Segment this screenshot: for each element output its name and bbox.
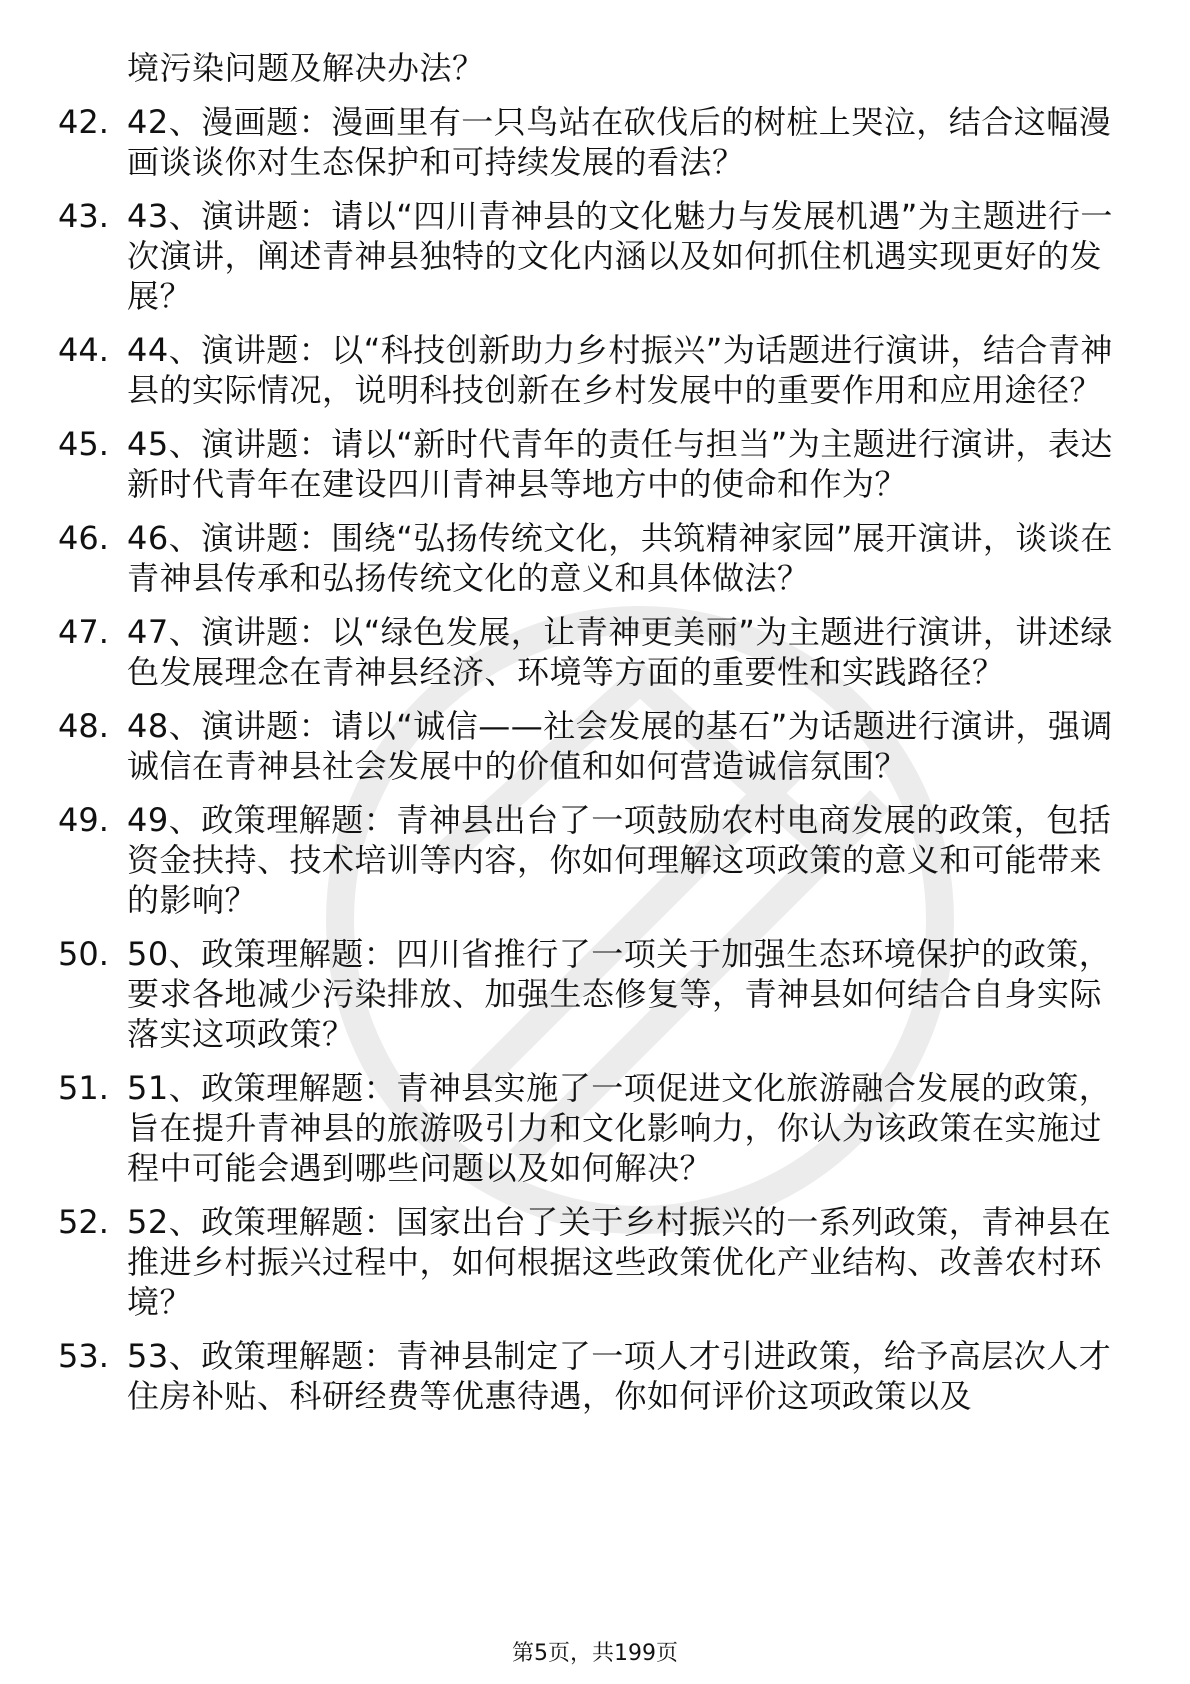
item-text: 42、漫画题：漫画里有一只鸟站在砍伐后的树桩上哭泣，结合这幅漫画谈谈你对生态保护和可持续发展的看法？	[127, 103, 1112, 181]
item-number: 53.	[58, 1337, 109, 1375]
item-text: 47、演讲题：以“绿色发展，让青神更美丽”为主题进行演讲，讲述绿色发展理念在青神县经济、环境等方面的重要性和实践路径？	[127, 613, 1113, 691]
list-item	[58, 800, 1118, 920]
item-text: 53、政策理解题：青神县制定了一项人才引进政策，给予高层次人才住房补贴、科研经费等优惠待遇，你如何评价这项政策以及	[127, 1337, 1112, 1415]
item-number: 45.	[58, 425, 109, 463]
item-number: 51.	[58, 1069, 109, 1107]
item-number: 44.	[58, 331, 109, 369]
list-item	[58, 518, 1118, 598]
list-item	[58, 1336, 1118, 1416]
item-number: 43.	[58, 197, 109, 235]
item-text: 45、演讲题：请以“新时代青年的责任与担当”为主题进行演讲，表达新时代青年在建设四川青神县等地方中的使命和作为？	[127, 425, 1113, 503]
list-item	[58, 706, 1118, 786]
continuation-text: 境污染问题及解决办法？	[127, 49, 485, 87]
item-number: 48.	[58, 707, 109, 745]
list-item	[58, 612, 1118, 692]
item-number: 52.	[58, 1203, 109, 1241]
list-item	[58, 1068, 1118, 1188]
item-text: 43、演讲题：请以“四川青神县的文化魅力与发展机遇”为主题进行一次演讲，阐述青神县独特的文化内涵以及如何抓住机遇实现更好的发展？	[127, 197, 1113, 315]
page-footer: 第5页，共199页	[512, 1641, 678, 1666]
list-item	[58, 934, 1118, 1054]
list-item	[58, 102, 1118, 182]
list-item	[58, 196, 1118, 316]
items-container	[58, 102, 1118, 1416]
item-text: 44、演讲题：以“科技创新助力乡村振兴”为话题进行演讲，结合青神县的实际情况，说明科技创新在乡村发展中的重要作用和应用途径？	[127, 331, 1113, 409]
list-item	[58, 1202, 1118, 1322]
item-text: 46、演讲题：围绕“弘扬传统文化，共筑精神家园”展开演讲，谈谈在青神县传承和弘扬传统文化的意义和具体做法？	[127, 519, 1113, 597]
list-item	[58, 330, 1118, 410]
item-number: 47.	[58, 613, 109, 651]
item-text: 50、政策理解题：四川省推行了一项关于加强生态环境保护的政策，要求各地减少污染排放、加强生态修复等，青神县如何结合自身实际落实这项政策？	[127, 935, 1112, 1053]
item-number: 42.	[58, 103, 109, 141]
list-item	[58, 424, 1118, 504]
item-number: 50.	[58, 935, 109, 973]
item-number: 49.	[58, 801, 109, 839]
item-text: 49、政策理解题：青神县出台了一项鼓励农村电商发展的政策，包括资金扶持、技术培训等内容，你如何理解这项政策的意义和可能带来的影响？	[127, 801, 1112, 919]
item-text: 48、演讲题：请以“诚信——社会发展的基石”为话题进行演讲，强调诚信在青神县社会发展中的价值和如何营造诚信氛围？	[127, 707, 1113, 785]
item-number: 46.	[58, 519, 109, 557]
question-list	[58, 48, 1118, 1430]
item-text: 51、政策理解题：青神县实施了一项促进文化旅游融合发展的政策，旨在提升青神县的旅游吸引力和文化影响力，你认为该政策在实施过程中可能会遇到哪些问题以及如何解决？	[127, 1069, 1112, 1187]
item-text: 52、政策理解题：国家出台了关于乡村振兴的一系列政策，青神县在推进乡村振兴过程中，如何根据这些政策优化产业结构、改善农村环境？	[127, 1203, 1112, 1321]
